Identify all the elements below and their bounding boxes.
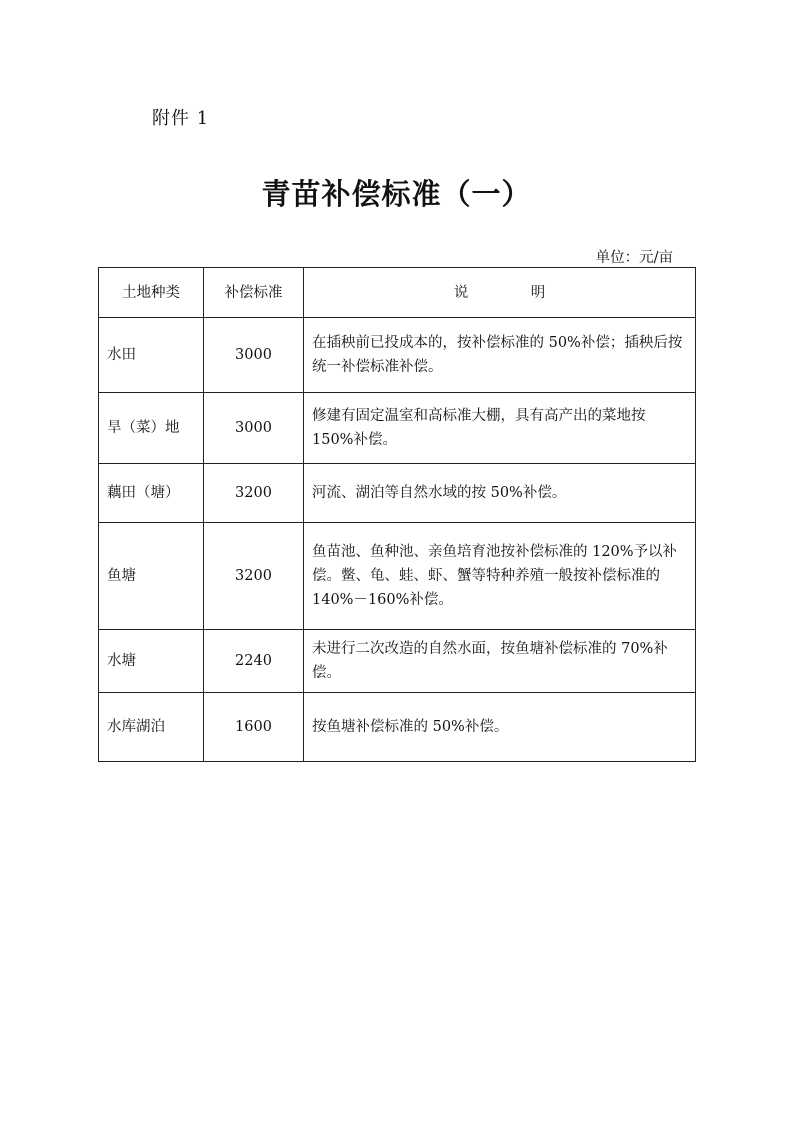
- standard-value-cell: 3200: [204, 464, 304, 523]
- standard-value-cell: 3000: [204, 393, 304, 464]
- land-type-cell: 旱（菜）地: [99, 393, 204, 464]
- header-standard: 补偿标准: [204, 268, 304, 318]
- header-note: 说 明: [304, 268, 696, 318]
- standard-value-cell: 2240: [204, 630, 304, 693]
- land-type-cell: 藕田（塘）: [99, 464, 204, 523]
- table-row: [99, 464, 696, 523]
- note-cell: 未进行二次改造的自然水面，按鱼塘补偿标准的 70%补偿。: [304, 630, 696, 693]
- note-cell: 按鱼塘补偿标准的 50%补偿。: [304, 693, 696, 762]
- note-cell: 鱼苗池、鱼种池、亲鱼培育池按补偿标准的 120%予以补偿。鳖、龟、蛙、虾、蟹等特种养殖一般按补偿标准的 140%－160%补偿。: [304, 523, 696, 630]
- attachment-label: 附件 1: [152, 108, 210, 129]
- land-type-cell: 水库湖泊: [99, 693, 204, 762]
- note-cell: 修建有固定温室和高标准大棚，具有高产出的菜地按 150%补偿。: [304, 393, 696, 464]
- note-cell: 在插秧前已投成本的，按补偿标准的 50%补偿；插秧后按统一补偿标准补偿。: [304, 318, 696, 393]
- standard-value-cell: 3000: [204, 318, 304, 393]
- table-row: [99, 693, 696, 762]
- standard-value-cell: 1600: [204, 693, 304, 762]
- table-row: [99, 393, 696, 464]
- land-type-cell: 水田: [99, 318, 204, 393]
- table-header-row: [99, 268, 696, 318]
- table-row: [99, 630, 696, 693]
- compensation-table: [98, 267, 696, 762]
- land-type-cell: 鱼塘: [99, 523, 204, 630]
- land-type-cell: 水塘: [99, 630, 204, 693]
- table-row: [99, 318, 696, 393]
- unit-note: 单位：元/亩: [595, 250, 673, 266]
- table-row: [99, 523, 696, 630]
- standard-value-cell: 3200: [204, 523, 304, 630]
- header-land-type: 土地种类: [99, 268, 204, 318]
- document-title: 青苗补偿标准（一）: [261, 177, 532, 211]
- note-cell: 河流、湖泊等自然水域的按 50%补偿。: [304, 464, 696, 523]
